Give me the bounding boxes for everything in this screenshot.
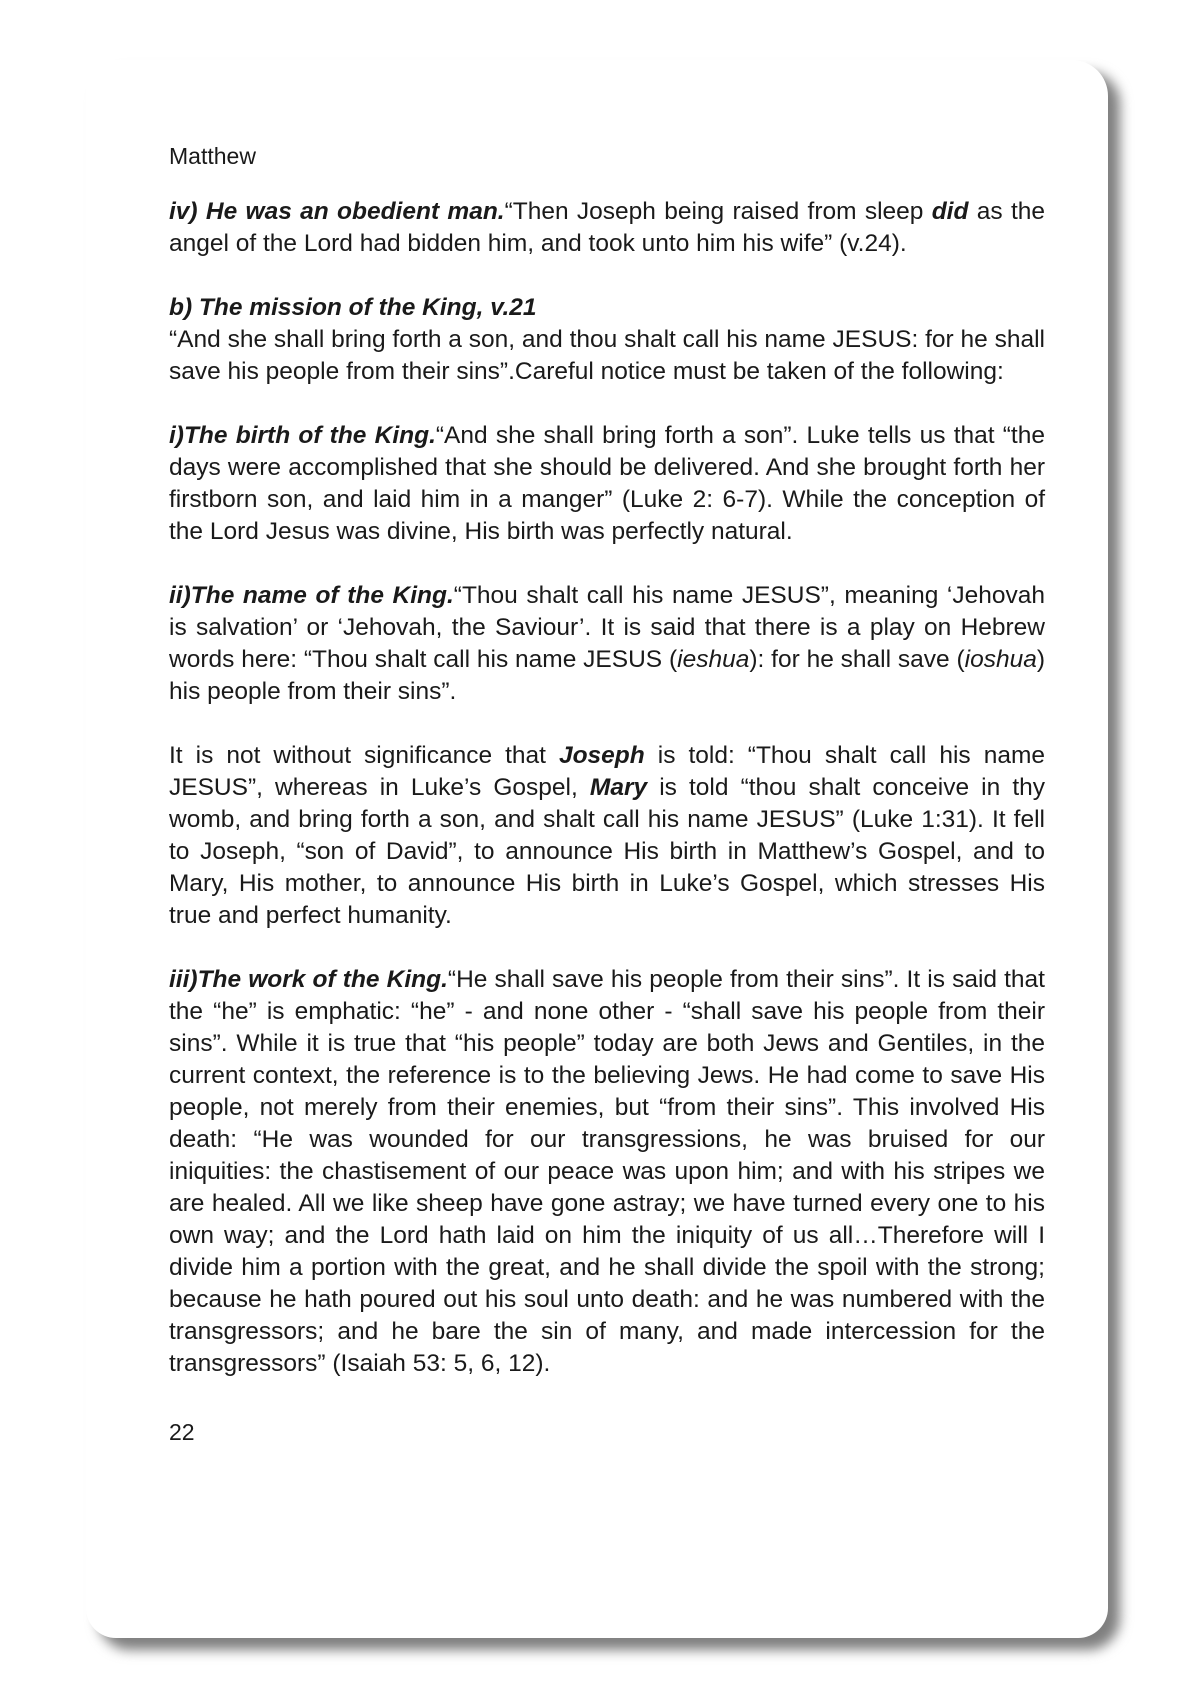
paragraph-text: is told: “Thou shalt call his name JESUS”, whereas in Luke’s Gospel, (169, 742, 1045, 801)
paragraph-text: “Thou shalt call his name JESUS”, meaning ‘Jehovah is salvation’ or ‘Jehovah, the Saviour’. It is said that there is a play on Hebrew words here: “Thou shalt call his name JESUS ( (169, 582, 1045, 673)
paragraph-text: It is not without significance that (169, 742, 559, 769)
paragraph-text: “Then Joseph being raised from sleep (504, 198, 932, 225)
paragraph-text: ) his people from their sins”. (169, 646, 1046, 705)
paragraph-text: “He shall save his people from their sins”. It is said that the “he” is emphatic: “he” - and none other - “shall save his people from their sins”. While it is true that “his people” today are both Jews and Gentiles, in the current context, the reference is to the believing Jews. He had come to save His people, not merely from their enemies, but “from their sins”. This involved His death: “He was wounded for our transgressions, he was bruised for our iniquities: the chastisement of our peace was upon him; and with his stripes we are healed. All we like sheep have gone astray; we have turned every one to his own way; and the Lord hath laid on him the iniquity of us all…Therefore will I divide him a portion with the great, and he shall divide the spoil with the strong; because he hath poured out his soul unto death: and he was numbered with the transgressors; and he bare the sin of many, and made intercession for the transgressors” (Isaiah 53: 5, 6, 12). (169, 966, 1045, 1377)
running-head: Matthew (169, 143, 256, 169)
italic-term: ieshua (677, 646, 750, 673)
paragraph-heading: iv) He was an obedient man. (169, 198, 505, 225)
emphasis-text: Joseph (558, 742, 645, 769)
paragraph-obedient-man (169, 196, 1045, 260)
paragraph-text: “And she shall bring forth a son”. Luke tells us that “the days were accomplished that she should be delivered. And she brought forth her firstborn son, and laid him in a manger” (Luke 2: 6-7). While the conception of the Lord Jesus was divine, His birth was perfectly natural. (169, 422, 1045, 545)
paragraph-heading: iii)The work of the King. (169, 966, 448, 993)
paragraph-text: is told “thou shalt conceive in thy womb, and bring forth a son, and shalt call his name JESUS” (Luke 1:31). It fell to Joseph, “son of David”, to announce His birth in Matthew’s Gospel, and to Mary, His mother, to announce His birth in Luke’s Gospel, which stresses His true and perfect humanity. (169, 774, 1046, 929)
paragraph-mission-of-king (169, 292, 1045, 388)
paragraph-heading: i)The birth of the King. (169, 422, 436, 449)
emphasis-text: did (931, 198, 969, 225)
paragraph-birth-of-king (169, 420, 1045, 548)
paragraph-text: ): for he shall save ( (749, 646, 965, 673)
book-page (86, 60, 1108, 1638)
paragraph-text: as the angel of the Lord had bidden him, and took unto him his wife” (v.24). (169, 198, 1045, 257)
page-number: 22 (169, 1419, 195, 1445)
paragraph-text: “And she shall bring forth a son, and thou shalt call his name JESUS: for he shall save his people from their sins”.Careful notice must be taken of the following: (169, 326, 1045, 385)
page-content (169, 140, 1045, 1448)
section-heading: b) The mission of the King, v.21 (169, 294, 537, 321)
paragraph-joseph-mary (169, 740, 1045, 932)
paragraph-name-of-king (169, 580, 1045, 708)
italic-term: ioshua (964, 646, 1037, 673)
paragraph-work-of-king (169, 964, 1045, 1380)
paragraph-heading: ii)The name of the King. (169, 582, 454, 609)
emphasis-text: Mary (589, 774, 648, 801)
